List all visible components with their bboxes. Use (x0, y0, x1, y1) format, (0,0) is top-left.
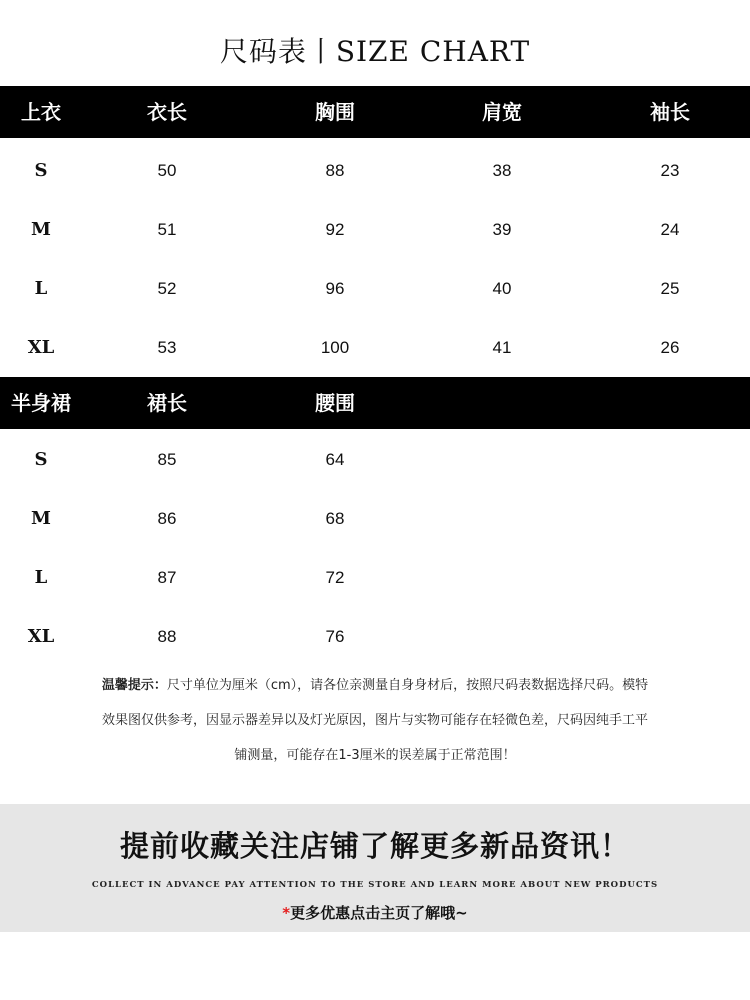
size-cell: L (34, 567, 48, 588)
size-cell: S (34, 449, 48, 470)
header-top: 上衣 (21, 100, 61, 124)
page-title: 尺码表丨SIZE CHART (219, 35, 531, 68)
skirt-length-cell: 86 (157, 509, 177, 528)
banner-english: COLLECT IN ADVANCE PAY ATTENTION TO THE STORE AND LEARN MORE ABOUT NEW PRODUCTS (91, 880, 659, 890)
chest-cell: 92 (325, 220, 345, 239)
table-row (0, 607, 750, 666)
top-table-header (0, 86, 750, 138)
tips-line-1 (60, 668, 690, 703)
follow-store-banner (0, 804, 750, 932)
size-cell: M (31, 219, 51, 240)
size-tips (60, 668, 690, 773)
sleeve-cell: 25 (660, 279, 680, 298)
waist-cell: 68 (325, 509, 345, 528)
tips-label: 温馨提示： (101, 678, 167, 693)
size-cell: M (31, 508, 51, 529)
header-skirt-length: 裙长 (147, 391, 187, 415)
chest-cell: 88 (325, 161, 345, 180)
table-row (0, 489, 750, 548)
shoulder-cell: 39 (492, 220, 512, 239)
table-row (0, 200, 750, 259)
header-shoulder: 肩宽 (482, 100, 522, 124)
size-cell: XL (27, 626, 55, 647)
length-cell: 53 (157, 338, 177, 357)
shoulder-cell: 41 (492, 338, 512, 357)
chest-cell: 96 (325, 279, 345, 298)
waist-cell: 76 (325, 627, 345, 646)
waist-cell: 64 (325, 450, 345, 469)
banner-headline: 提前收藏关注店铺了解更多新品资讯！ (119, 829, 630, 863)
length-cell: 52 (157, 279, 177, 298)
sleeve-cell: 24 (660, 220, 680, 239)
size-cell: L (34, 278, 48, 299)
tips-line-3: 铺测量，可能存在1-3厘米的误差属于正常范围！ (234, 748, 516, 763)
star-mark: * (282, 904, 291, 922)
skirt-table-header (0, 377, 750, 429)
waist-cell: 72 (325, 568, 345, 587)
banner-note-text: 更多优惠点击主页了解哦~ (290, 904, 468, 922)
table-row (0, 430, 750, 489)
header-chest: 胸围 (315, 100, 355, 124)
header-skirt: 半身裙 (11, 391, 71, 415)
header-sleeve: 袖长 (650, 100, 690, 124)
header-length: 衣长 (147, 100, 187, 124)
skirt-length-cell: 88 (157, 627, 177, 646)
table-row (0, 141, 750, 200)
table-row (0, 259, 750, 318)
table-row (0, 548, 750, 607)
size-cell: S (34, 160, 48, 181)
sleeve-cell: 26 (660, 338, 680, 357)
length-cell: 50 (157, 161, 177, 180)
skirt-length-cell: 87 (157, 568, 177, 587)
header-waist: 腰围 (315, 391, 355, 415)
tips-text-1: 尺寸单位为厘米（cm），请各位亲测量自身身材后，按照尺码表数据选择尺码。模特 (166, 678, 649, 693)
skirt-length-cell: 85 (157, 450, 177, 469)
shoulder-cell: 38 (492, 161, 512, 180)
sleeve-cell: 23 (660, 161, 680, 180)
shoulder-cell: 40 (492, 279, 512, 298)
banner-note (0, 902, 750, 923)
length-cell: 51 (157, 220, 177, 239)
tips-line-2: 效果图仅供参考，因显示器差异以及灯光原因，图片与实物可能存在轻微色差，尺码因纯手工平 (101, 713, 648, 728)
size-cell: XL (27, 337, 55, 358)
table-row (0, 318, 750, 377)
chest-cell: 100 (320, 338, 350, 357)
